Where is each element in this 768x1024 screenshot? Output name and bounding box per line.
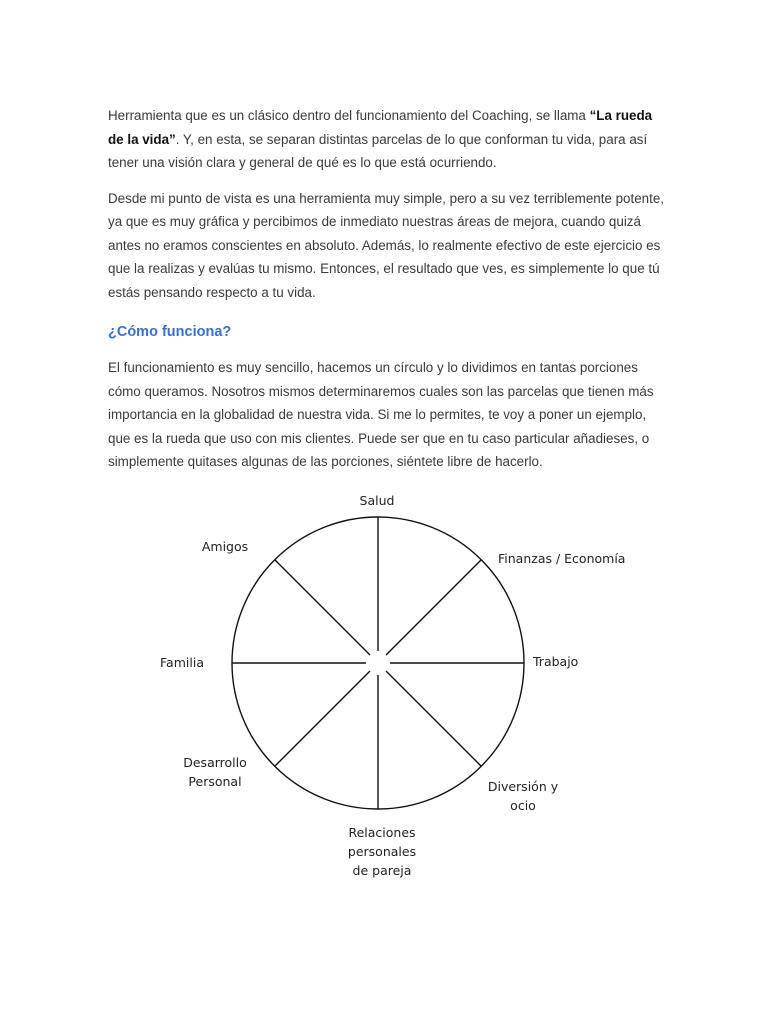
label-relaciones-line1: Relaciones (348, 825, 416, 840)
wheel-spokes (232, 517, 524, 809)
label-familia: Familia (160, 655, 204, 670)
label-desarrollo-line1: Desarrollo (183, 755, 247, 770)
intro-paragraph (108, 104, 668, 175)
wheel-name-bold: “La rueda de la vida” (108, 108, 653, 147)
label-amigos: Amigos (201, 539, 249, 554)
article-body (108, 104, 668, 474)
label-diversion-line2: ocio (510, 798, 536, 813)
label-trabajo: Trabajo (533, 654, 579, 669)
section-heading: ¿Cómo funciona? (108, 324, 232, 340)
intro-text-before: Herramienta que es un clásico dentro del funcionamiento del Coaching, se llama (108, 108, 590, 123)
label-salud: Salud (359, 493, 395, 508)
opinion-paragraph: Desde mi punto de vista es una herramienta muy simple, pero a su vez terriblemente potente, ya que es muy gráfica y percibimos de inmediato nuestras áreas de mejora, cuando quizá antes no eramos conscientes en absoluto. Además, lo realmente efectivo de este ejercicio es que la realizas y evalúas tu mismo. Entonces, el resultado que ves, es simplemente lo que tú estás pensando respecto a tu vida. (108, 190, 664, 300)
spoke-top-left (275, 560, 370, 655)
label-diversion-line1: Diversión y (487, 779, 559, 794)
label-relaciones-line3: de pareja (352, 863, 412, 878)
label-relaciones-line2: personales (347, 844, 417, 859)
spoke-bottom-right (386, 671, 481, 766)
label-desarrollo-line2: Personal (188, 774, 242, 789)
label-finanzas: Finanzas / Economía (498, 551, 626, 566)
wheel-circle (232, 517, 524, 809)
spoke-bottom-left (275, 671, 370, 766)
spoke-top-right (386, 560, 481, 655)
how-it-works-paragraph: El funcionamiento es muy sencillo, hacemos un círculo y lo dividimos en tantas porciones cómo queramos. Nosotros mismos determinaremos cuales son las parcelas que tienen más importancia en la globalidad de nuestra vida. Si me lo permites, te voy a poner un ejemplo, que es la rueda que uso con mis clientes. Puede ser que en tu caso particular añadieses, o simplemente quitases algunas de las porciones, siéntete libre de hacerlo. (108, 360, 654, 469)
intro-text-after: . Y, en esta, se separan distintas parcelas de lo que conforman tu vida, para así tener una visión clara y general de qué es lo que está ocurriendo. (108, 131, 648, 170)
